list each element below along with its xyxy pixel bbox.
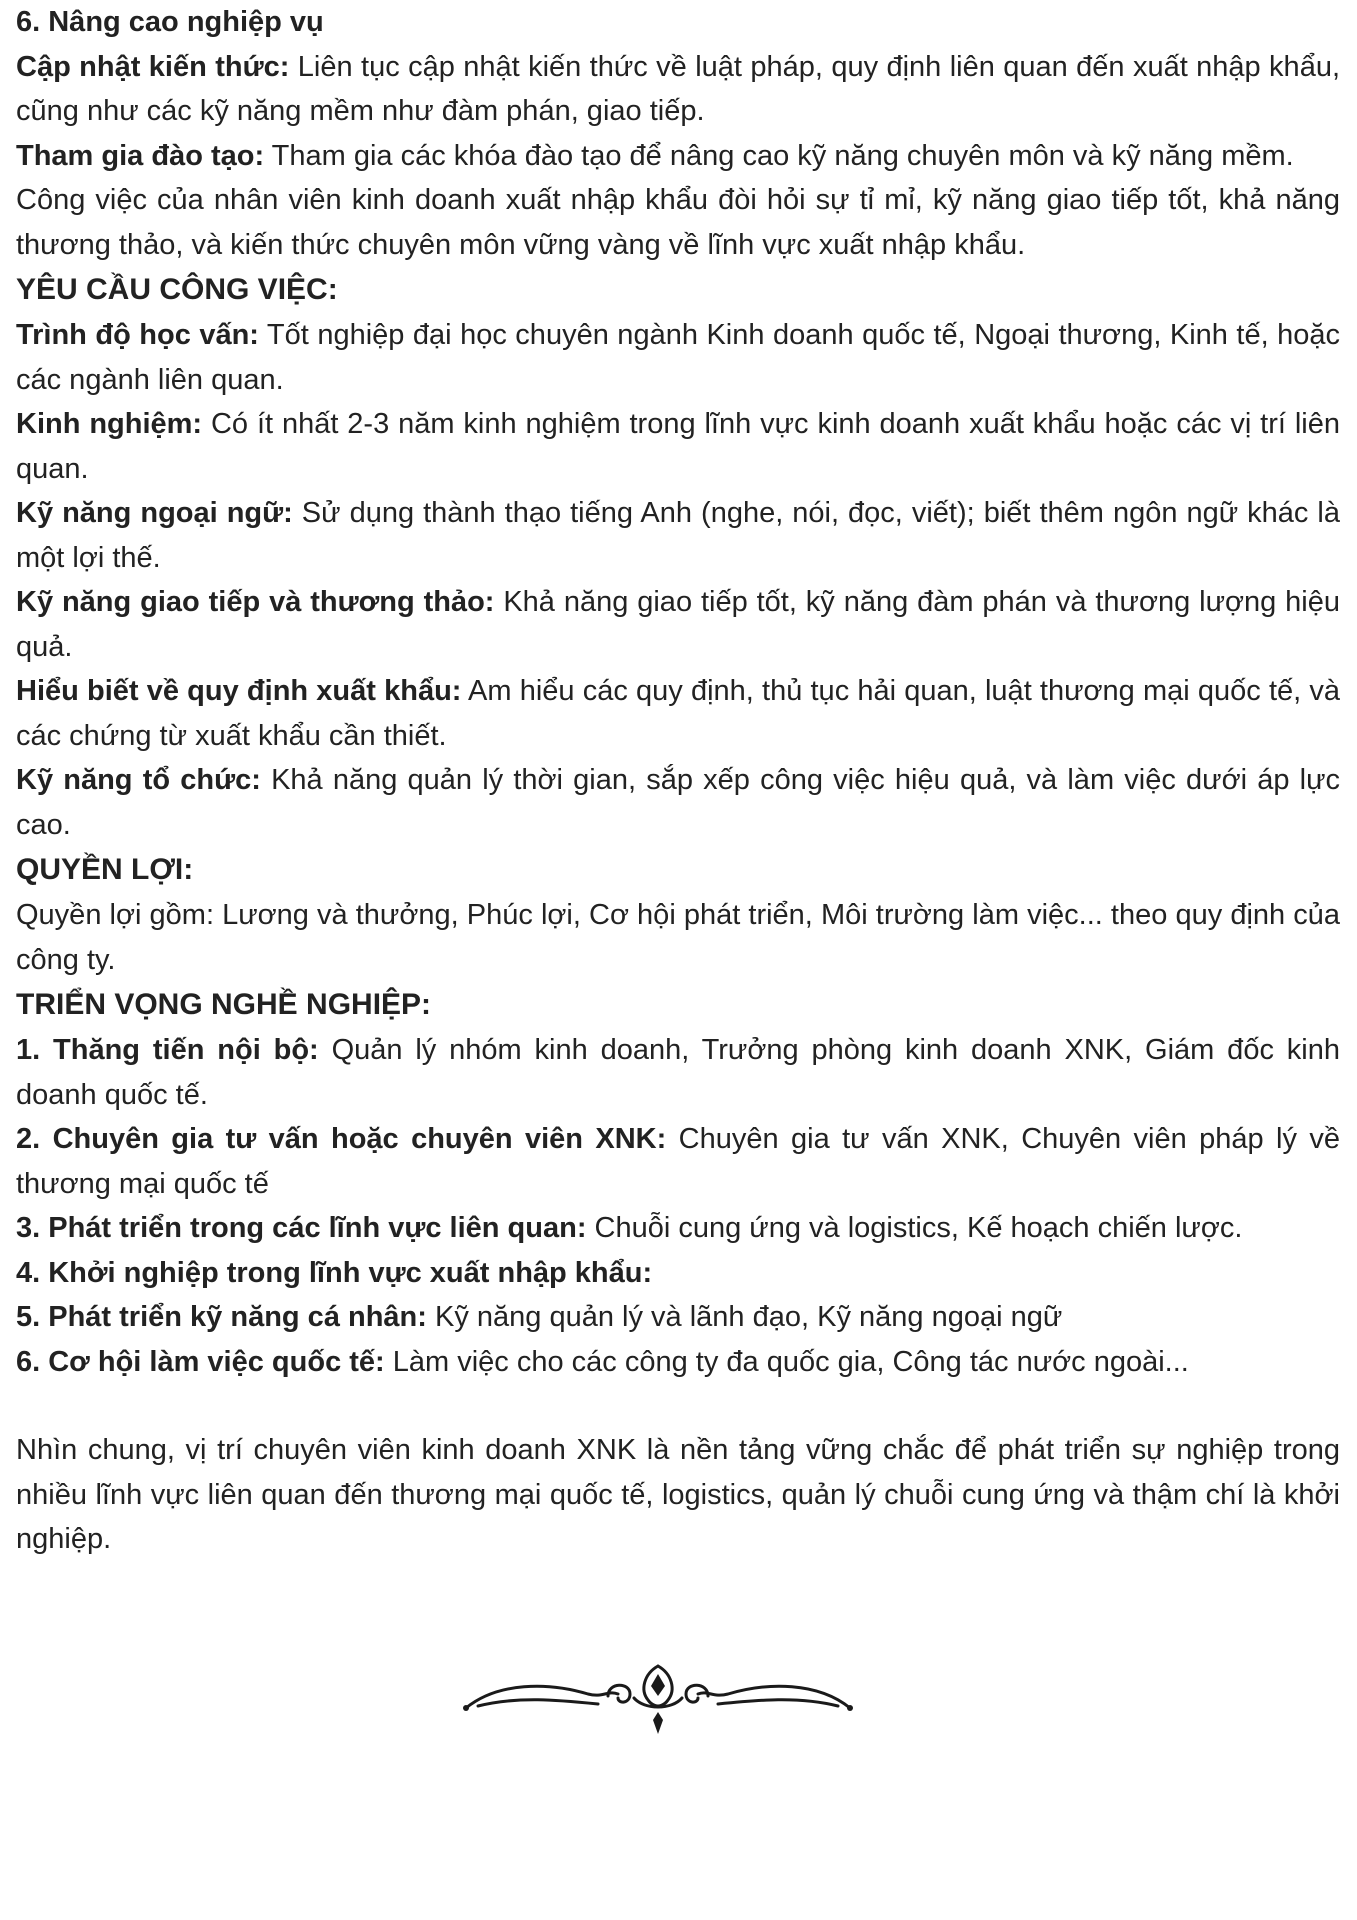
career-item-5-label: 5. Phát triển kỹ năng cá nhân: (16, 1301, 427, 1333)
career-item-4-label: 4. Khởi nghiệp trong lĩnh vực xuất nhập khẩu: (16, 1256, 653, 1289)
knowledge-text: Liên tục cập nhật kiến thức về luật pháp, quy định liên quan đến xuất nhập khẩu, cũng như các kỹ năng mềm như đàm phán, giao tiếp. (16, 50, 1341, 127)
communication-label: Kỹ năng giao tiếp và thương thảo: (16, 586, 495, 618)
blank-line (16, 1384, 1340, 1428)
career-item-3 (16, 1206, 1340, 1251)
career-item-5 (16, 1295, 1340, 1340)
requirements-title: YÊU CẦU CÔNG VIỆC: (16, 273, 338, 306)
career-item-6-text: Làm việc cho các công ty đa quốc gia, Công tác nước ngoài... (384, 1345, 1189, 1378)
career-item-6 (16, 1340, 1340, 1385)
career-item-1-text: Quản lý nhóm kinh doanh, Trưởng phòng kinh doanh XNK, Giám đốc kinh doanh quốc tế. (16, 1034, 1340, 1111)
language-label: Kỹ năng ngoại ngữ: (16, 497, 293, 529)
experience-text: Có ít nhất 2-3 năm kinh nghiệm trong lĩnh vực kinh doanh xuất khẩu hoặc các vị trí liên quan. (16, 408, 1340, 485)
language-text: Sử dụng thành thạo tiếng Anh (nghe, nói, đọc, viết); biết thêm ngôn ngữ khác là một lợi thế. (16, 497, 1340, 574)
upskilling-title: 6. Nâng cao nghiệp vụ (16, 6, 324, 38)
education-label: Trình độ học vấn: (16, 319, 259, 351)
career-item-6-label: 6. Cơ hội làm việc quốc tế: (16, 1345, 385, 1378)
paragraph-regulation (16, 669, 1340, 758)
career-item-3-label: 3. Phát triển trong các lĩnh vực liên quan: (16, 1212, 587, 1244)
knowledge-label: Cập nhật kiến thức: (16, 50, 290, 83)
paragraph-conclusion: Nhìn chung, vị trí chuyên viên kinh doanh XNK là nền tảng vững chắc để phát triển sự nghiệp trong nhiều lĩnh vực liên quan đến thương mại quốc tế, logistics, quản lý chuỗi cung ứng và thậm chí là khởi nghiệp. (16, 1434, 1340, 1555)
paragraph-knowledge (16, 45, 1340, 134)
career-item-1 (16, 1028, 1340, 1117)
paragraph-experience (16, 402, 1340, 491)
training-label: Tham gia đào tạo: (16, 139, 265, 172)
paragraph-training (16, 134, 1340, 179)
organization-label: Kỹ năng tổ chức: (16, 764, 261, 796)
career-item-1-label: 1. Thăng tiến nội bộ: (16, 1034, 319, 1066)
regulation-text: Am hiểu các quy định, thủ tục hải quan, luật thương mại quốc tế, và các chứng từ xuất khẩu cần thiết. (16, 675, 1340, 752)
paragraph-communication (16, 580, 1340, 669)
organization-text: Khả năng quản lý thời gian, sắp xếp công việc hiệu quả, và làm việc dưới áp lực cao. (16, 764, 1341, 841)
experience-label: Kinh nghiệm: (16, 408, 203, 440)
benefits-title: QUYỀN LỢI: (16, 853, 194, 886)
paragraph-benefits: Quyền lợi gồm: Lương và thưởng, Phúc lợi, Cơ hội phát triển, Môi trường làm việc... theo quy định của công ty. (16, 899, 1340, 976)
career-item-3-text: Chuỗi cung ứng và logistics, Kế hoạch chiến lược. (586, 1212, 1243, 1244)
career-item-4 (16, 1251, 1340, 1296)
career-item-5-text: Kỹ năng quản lý và lãnh đạo, Kỹ năng ngoại ngữ (426, 1301, 1063, 1333)
career-item-2 (16, 1117, 1340, 1206)
education-text: Tốt nghiệp đại học chuyên ngành Kinh doanh quốc tế, Ngoại thương, Kinh tế, hoặc các ngành liên quan. (16, 319, 1341, 396)
career-item-2-label: 2. Chuyên gia tư vấn hoặc chuyên viên XNK: (16, 1123, 667, 1155)
training-text: Tham gia các khóa đào tạo để nâng cao kỹ năng chuyên môn và kỹ năng mềm. (264, 139, 1294, 172)
career-item-2-text: Chuyên gia tư vấn XNK, Chuyên viên pháp lý về thương mại quốc tế (16, 1123, 1340, 1200)
paragraph-language (16, 491, 1340, 580)
decorative-flourish-divider-icon (458, 1660, 858, 1740)
regulation-label: Hiểu biết về quy định xuất khẩu: (16, 675, 462, 707)
document-page (16, 0, 1340, 1562)
paragraph-education (16, 313, 1340, 402)
paragraph-organization (16, 758, 1340, 847)
paragraph-summary: Công việc của nhân viên kinh doanh xuất nhập khẩu đòi hỏi sự tỉ mỉ, kỹ năng giao tiếp tốt, khả năng thương thảo, và kiến thức chuyên môn vững vàng về lĩnh vực xuất nhập khẩu. (16, 184, 1340, 261)
communication-text: Khả năng giao tiếp tốt, kỹ năng đàm phán và thương lượng hiệu quả. (16, 586, 1340, 663)
career-title: TRIỂN VỌNG NGHỀ NGHIỆP: (16, 988, 432, 1021)
